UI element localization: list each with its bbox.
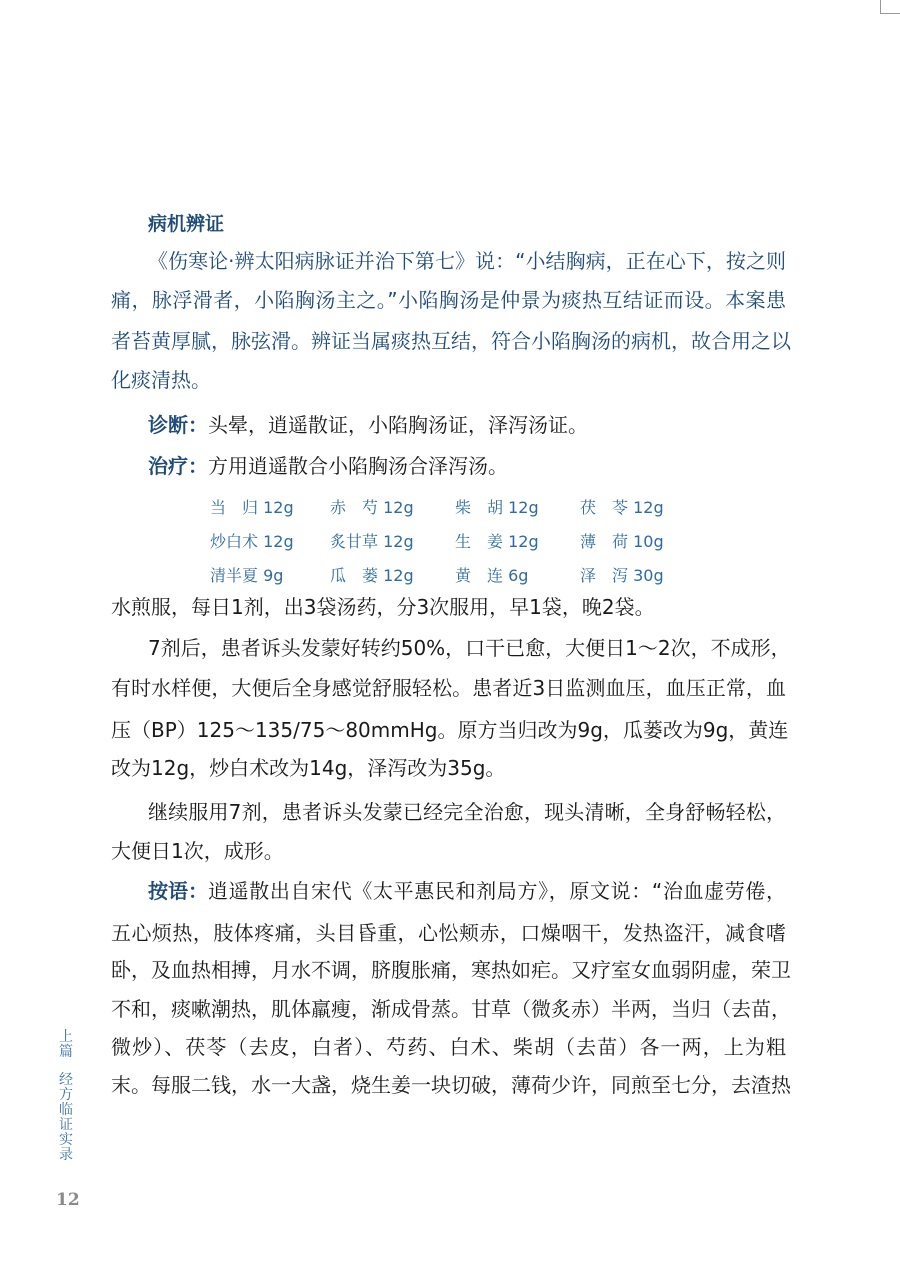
- paragraph-line: 压（BP）125～135/75～80mmHg。原方当归改为9g，瓜蒌改为9g，黄连: [111, 718, 789, 742]
- herb-item: 茯 苓 12g: [580, 498, 664, 517]
- paragraph-line: 痛，脉浮滑者，小陷胸汤主之。”小陷胸汤是仲景为痰热互结证而设。本案患: [111, 288, 786, 312]
- paragraph-line: 《伤寒论·辨太阳病脉证并治下第七》说：“小结胸病，正在心下，按之则: [148, 249, 786, 273]
- note-text: 逍遥散出自宋代《太平惠民和剂局方》，原文说：“治血虚劳倦，: [208, 879, 786, 903]
- dosage-line: 水煎服，每日1剂，出3袋汤药，分3次服用，早1袋，晚2袋。: [111, 595, 655, 619]
- herb-item: 当 归 12g: [210, 498, 294, 517]
- note-label: 按语：: [148, 879, 208, 903]
- paragraph-line: 化痰清热。: [111, 368, 211, 392]
- herb-item: 柴 胡 12g: [455, 498, 539, 517]
- treatment-line: [148, 453, 786, 479]
- herb-item: 赤 芍 12g: [330, 498, 414, 517]
- paragraph-line: 继续服用7剂，患者诉头发蒙已经完全治愈，现头清晰，全身舒畅轻松，: [148, 800, 786, 824]
- page-number: 12: [56, 1190, 80, 1210]
- paragraph-line: 卧，及血热相搏，月水不调，脐腹胀痛，寒热如疟。又疗室女血弱阴虚，荣卫: [111, 958, 791, 982]
- paragraph-line: 改为12g，炒白术改为14g，泽泻改为35g。: [111, 756, 506, 780]
- sidebar-book-title: 经方临证实录: [59, 1072, 73, 1163]
- herb-item: 薄 荷 10g: [580, 532, 664, 551]
- paragraph-line: 末。每服二钱，水一大盏，烧生姜一块切破，薄荷少许，同煎至七分，去渣热: [111, 1073, 791, 1097]
- section-heading: 病机辨证: [148, 213, 225, 235]
- paragraph-line: 不和，痰嗽潮热，肌体羸瘦，渐成骨蒸。甘草（微炙赤）半两，当归（去苗，: [111, 997, 791, 1021]
- herb-item: 黄 连 6g: [455, 566, 529, 585]
- paragraph-line: 者苔黄厚腻，脉弦滑。辨证当属痰热互结，符合小陷胸汤的病机，故合用之以: [111, 329, 791, 353]
- treatment-label: 治疗：: [148, 454, 208, 478]
- paragraph-line: 有时水样便，大便后全身感觉舒服轻松。患者近3日监测血压，血压正常，血: [111, 676, 786, 700]
- herb-item: 炒白术 12g: [210, 532, 294, 551]
- sidebar-part: 上篇: [59, 1029, 73, 1060]
- herb-item: 瓜 蒌 12g: [330, 566, 414, 585]
- paragraph-line: 7剂后，患者诉头发蒙好转约50%，口干已愈，大便日1～2次，不成形，: [148, 636, 791, 660]
- herb-item: 清半夏 9g: [210, 566, 284, 585]
- paragraph-line: 大便日1次，成形。: [111, 839, 284, 863]
- crop-mark: [880, 0, 881, 14]
- herb-item: 炙甘草 12g: [330, 532, 414, 551]
- paragraph-line: 五心烦热，肢体疼痛，头目昏重，心忪颊赤，口燥咽干，发热盗汗，减食嗜: [111, 921, 786, 945]
- diagnosis-label: 诊断：: [148, 413, 208, 437]
- note-line: [148, 878, 786, 904]
- herb-item: 生 姜 12g: [455, 532, 539, 551]
- diagnosis-line: [148, 412, 786, 438]
- treatment-text: 方用逍遥散合小陷胸汤合泽泻汤。: [208, 454, 508, 478]
- diagnosis-text: 头晕，逍遥散证，小陷胸汤证，泽泻汤证。: [208, 413, 588, 437]
- paragraph-line: 微炒）、茯苓（去皮，白者）、芍药、白术、柴胡（去苗）各一两，上为粗: [111, 1035, 786, 1059]
- herb-item: 泽 泻 30g: [580, 566, 664, 585]
- crop-mark: [880, 13, 900, 14]
